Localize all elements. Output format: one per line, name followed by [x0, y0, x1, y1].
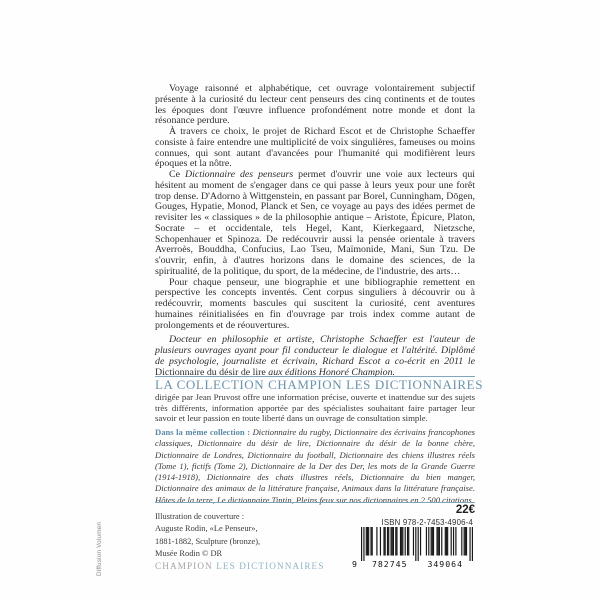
ean13-barcode [352, 527, 473, 569]
barcode-digits-left: 782745 [371, 559, 408, 569]
divider-line [155, 502, 475, 503]
bio-text: Docteur en philosophie et artiste, Christophe Schaeffer est l'auteur de plusieurs ouvrages ayant pour fil conducteur le dialogue et l'altérité. Diplômé de psychologie, journaliste et écrivain, Richard Escot a co-écrit en 2011 le [155, 334, 475, 367]
blurb-paragraph [155, 170, 475, 278]
bio-text: aux éditions Honoré Champion. [265, 366, 395, 378]
blurb-text: Ce [169, 169, 185, 180]
blurb-paragraph: Voyage raisonné et alphabétique, cet ouvrage volontairement subjectif présente à la curiosité du lecteur cent penseurs des cinq continents et de toutes les époques dont l'œuvre influence profondément notre monde et dont la résonance perdure. [155, 83, 475, 127]
credit-line: Musée Rodin © DR [155, 549, 223, 559]
cover-illustration-credit [155, 511, 345, 561]
credit-line: 1881-1882, Sculpture (bronze), [155, 536, 261, 546]
credit-line: Auguste Rodin, «Le Penseur», [155, 524, 258, 534]
price-label: 22€ [455, 504, 475, 516]
isbn-label: ISBN 978-2-7453-4906-4 [381, 518, 473, 527]
barcode-digits [352, 560, 473, 568]
blurb-paragraph: Pour chaque penseur, une biographie et une bibliographie remettent en perspective les concepts inventés. Cent corpus singuliers à découvrir ou à redécouvrir, moments bascules qui suscitent la curiosité, cent aventures humaines réinitialisées en fin d'ouvrage par trois index comme autant de prolongements et de réouvertures. [155, 276, 475, 331]
blurb-text: permet d'ouvrir une voie aux lecteurs qui hésitent au moment de s'engager dans ce qui passe à leurs yeux pour une forêt trop dense. D'Adorno à Wittgenstein, en passant par Borel, Cunningham, Dōgen, Gouges, Hypatie, Monod, Planck et Sen, ce voyage au pays des idées permet de revisiter les « classiques » de la philosophie antique – Aristote, Épicure, Platon, Socrate – et occidentale, tels Hegel, Kant, Kierkegaard, Nietzsche, Schopenhauer et Spinoza. De redécouvrir aussi la pensée orientale à travers Averroès, Bouddha, Confucius, Lao Tseu, Maïmonide, Mani, Sun Tzu. De s'ouvrir, enfin, à d'autres horizons dans le domaine des sciences, de la spiritualité, de la politique, du sport, de la médecine, de l'industrie, des arts… [155, 169, 475, 277]
collection-heading: LA COLLECTION CHAMPION LES DICTIONNAIRES [155, 377, 484, 392]
same-collection-titles: Dictionnaire du rugby, Dictionnaire des écrivains francophones classiques, Dictionnaire du désir de lire, Dictionnaire du désir de la bonne chère, Dictionnaire de Londres, Dictionnaire du football, Dictionnaire des chiens illustres réels (Tome 1), fictifs (Tome 2), Dictionnaire de la Der des Der, les mots de la Grande Guerre (1914-1918), Dictionnaire des chats illustres réels, Dictionnaire du bien manger, Dictionnaire des animaux de la littérature française, Animaux dans la littérature française. Hôtes de la terre, Le dictionnaire Tintin, Pleins feux sur nos dictionnaires en 2 500 citations. [155, 427, 475, 505]
book-title-inline: Dictionnaire des penseurs [184, 169, 294, 180]
collection-name: LES DICTIONNAIRES [212, 561, 325, 571]
publisher-imprint [155, 561, 324, 571]
author-bio [155, 335, 475, 378]
barcode-digit-first: 9 [352, 559, 357, 569]
collection-description: dirigée par Jean Pruvost offre une information précise, ouverte et inattendue sur des sujets très différents, information apportée par des spécialistes souhaitant faire partager leur savoir et leur passion en toute liberté dans un ouvrage de consultation simple. [155, 392, 475, 424]
publisher-name: CHAMPION [155, 561, 213, 571]
diffusion-note [96, 516, 110, 576]
collection-list [155, 427, 475, 506]
book-title-inline: Dictionnaire du désir de lire [155, 366, 266, 378]
diffusion-note-text: Diffusion Volumen [96, 521, 103, 576]
barcode-bars [361, 527, 473, 561]
credit-line: Illustration de couverture : [155, 512, 245, 521]
same-collection-label: Dans la même collection : [155, 427, 251, 437]
blurb-text-block [155, 84, 475, 378]
blurb-paragraph: À travers ce choix, le projet de Richard Escot et de Christophe Schaeffer consiste à faire entendre une multiplicité de voix singulières, fameuses ou moins connues, qui sont autant d'avancées pour l'humanité qui modifièrent leurs époques et la nôtre. [155, 126, 475, 170]
barcode-digits-right: 349064 [427, 559, 464, 569]
